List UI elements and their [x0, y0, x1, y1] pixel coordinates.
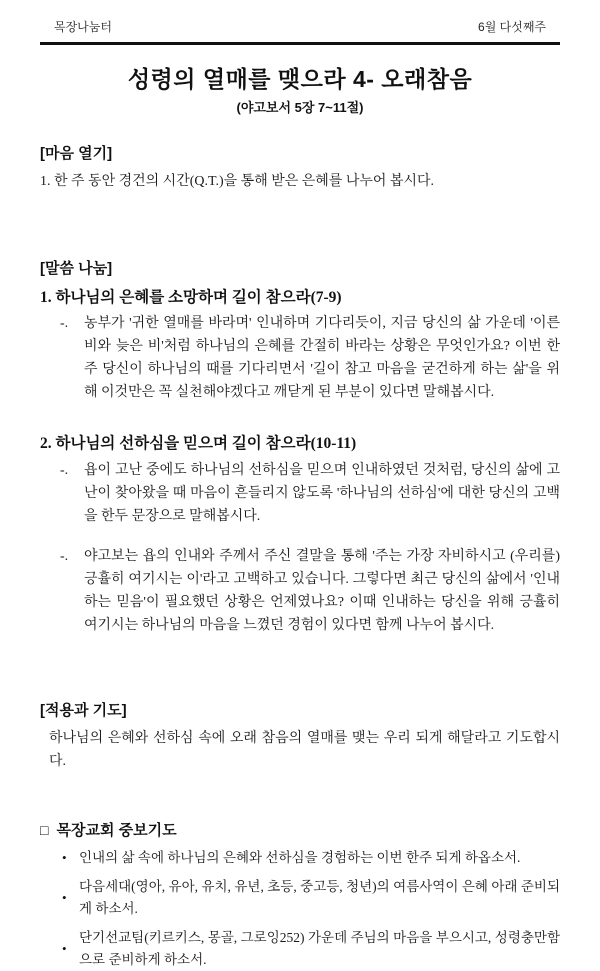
bullet-icon: • [62, 850, 67, 865]
section-heading-intercession [40, 819, 560, 840]
intercession-list [40, 847, 560, 971]
section-heading-application: [적용과 기도] [40, 702, 127, 719]
page-title: 성령의 열매를 맺으라 4- 오래참음 [127, 66, 473, 92]
opening-item: 1. 한 주 동안 경건의 시간(Q.T.)을 통해 받은 은혜를 나누어 봅시다. [40, 174, 434, 189]
dash-marker: -. [60, 463, 69, 478]
intercession-heading-text: 목장교회 중보기도 [56, 822, 177, 839]
section-heading-sharing: [말씀 나눔] [40, 260, 113, 277]
dash-marker: -. [60, 316, 69, 331]
dash-marker: -. [60, 549, 69, 564]
header-divider [40, 42, 560, 45]
question2-heading: 2. 하나님의 선하심을 믿으며 길이 참으라(10-11) [40, 435, 357, 452]
header-right-label: 6월 다섯째주 [478, 20, 546, 34]
application-text: 하나님의 은혜와 선하심 속에 오래 참음의 열매를 맺는 우리 되게 해달라고 기도합시다. [49, 731, 560, 769]
section-heading-opening: [마음 열기] [40, 145, 113, 162]
question2-item-2-text: 야고보는 욥의 인내와 주께서 주신 결말을 통해 '주는 가장 자비하시고 (우리를) 긍휼히 여기시는 이'라고 고백하고 있습니다. 그렇다면 최근 당신의 삶에서 '인내하는 믿음'이 필요했던 상황은 언제였나요? 이때 인내하는 당신을 위해 긍휼히 여기시는 하나님의 마음을 느꼈던 경험이 있다면 함께 나누어 봅시다. [84, 549, 560, 633]
question2-item-2 [40, 545, 560, 637]
checkbox-square-icon: □ [40, 822, 49, 838]
page-subtitle: (야고보서 5장 7~11절) [236, 100, 364, 115]
bullet-icon: • [62, 890, 67, 905]
question1-heading: 1. 하나님의 은혜를 소망하며 길이 참으라(7-9) [40, 289, 342, 306]
header-left-label: 목장나눔터 [54, 20, 112, 34]
question1-item-text: 농부가 '귀한 열매를 바라며' 인내하며 기다리듯이, 지금 당신의 삶 가운데 '이른 비와 늦은 비'처럼 하나님의 은혜를 간절히 바라는 상황은 무엇인가요? 이번 한 주 당신이 하나님의 때를 기다리면서 '길이 참고 마음을 굳건하게 하는 삶'을 위해 이것만은 꼭 실천해야겠다고 깨닫게 된 부분이 있다면 말해봅시다. [84, 316, 560, 400]
question2-item-1-text: 욥이 고난 중에도 하나님의 선하심을 믿으며 인내하였던 것처럼, 당신의 삶에 고난이 찾아왔을 때 마음이 흔들리지 않도록 '하나님의 선하심'에 대한 당신의 고백을 한두 문장으로 말해봅시다. [84, 463, 560, 524]
intercession-bullet-2-text: 다음세대(영아, 유아, 유치, 유년, 초등, 중고등, 청년)의 여름사역이 은혜 아래 준비되게 하소서. [79, 879, 560, 916]
question2-item-1 [40, 459, 560, 528]
question1-item [40, 312, 560, 404]
intercession-bullet-3-text: 단기선교팀(키르키스, 몽골, 그로잉252) 가운데 주님의 마음을 부으시고, 성령충만함으로 준비하게 하소서. [79, 930, 560, 967]
bullet-icon: • [62, 941, 67, 956]
intercession-bullet-1-text: 인내의 삶 속에 하나님의 은혜와 선하심을 경험하는 이번 한주 되게 하옵소서. [79, 850, 521, 865]
page-header [40, 14, 560, 35]
intercession-bullet-1 [40, 847, 560, 869]
intercession-bullet-3 [40, 927, 560, 971]
intercession-bullet-2 [40, 876, 560, 920]
